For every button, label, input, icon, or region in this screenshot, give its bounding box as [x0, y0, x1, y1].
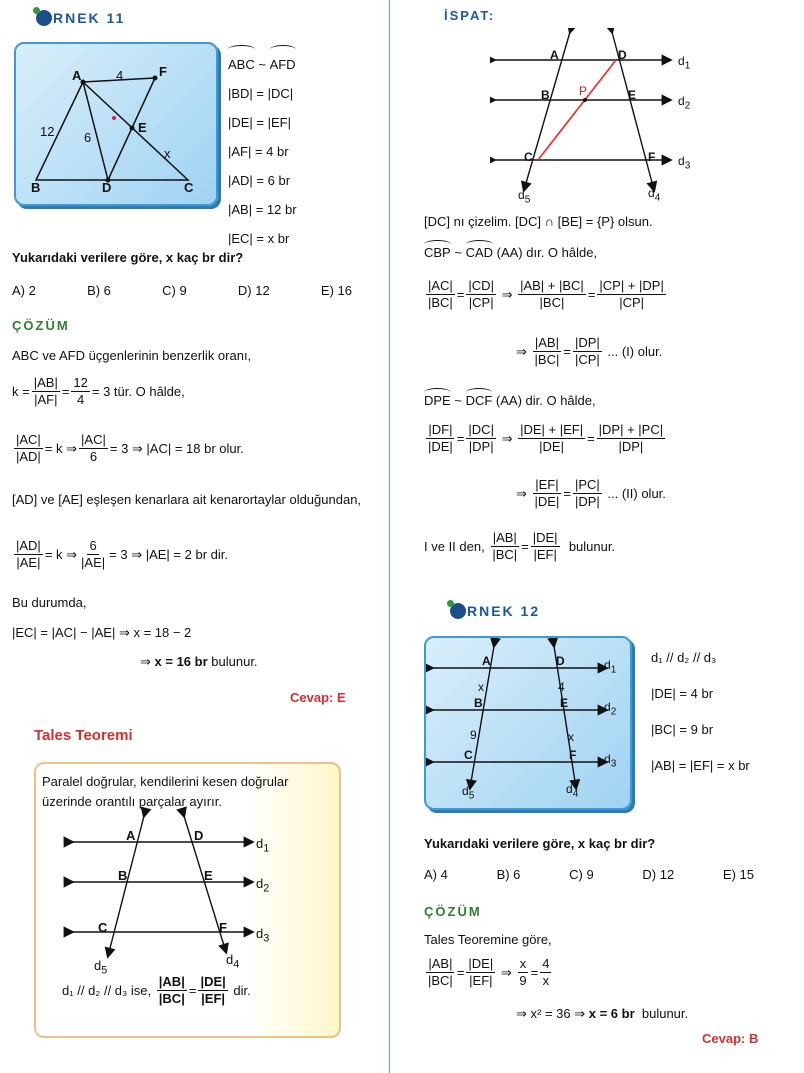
label-B: B — [31, 180, 41, 195]
f12-D: D — [556, 654, 565, 668]
given-6: |EC| = x br — [228, 231, 290, 246]
fraction: $\frac{x}{9}$ — [519, 956, 527, 988]
tales-d2: $d_2$ — [256, 876, 270, 895]
solution-line-3: $\frac{|AC|}{|AD|}$ = k ⇒ $\frac{|AC|}{6}$ = 3 ⇒ |AC| = 18 br olur. — [16, 432, 244, 464]
parallel-lines-figure — [426, 638, 630, 808]
fraction: $\frac{|AC|}{|AD|}$ — [16, 432, 41, 464]
fraction: $\frac{|DP|}{|CP|}$ — [574, 335, 600, 367]
side-4: 4 — [116, 68, 124, 83]
option-e: E) 16 — [320, 283, 352, 298]
options-11 — [12, 283, 352, 298]
solution-line-5: $\frac{|AD|}{|AE|}$ = k ⇒ $\frac{6}{|AE|}$ = 3 ⇒ |AE| = 2 br dir. — [16, 538, 228, 570]
option-d: D) 12 — [237, 283, 270, 298]
tales-statement: Paralel doğrular, kendilerini kesen doğrular üzerinde orantılı parçalar ayırır. — [42, 774, 289, 809]
label-C: C — [184, 180, 194, 195]
f12-C: C — [464, 748, 473, 762]
figure-1-box — [14, 42, 218, 206]
proof-line-1: [DC] nı çizelim. [DC] ∩ [BE] = {P} olsun. — [424, 214, 653, 229]
fraction: $\frac{|AB|}{|BC|}$ — [534, 335, 560, 367]
f12-d1: $d_1$ — [604, 658, 617, 676]
label-F: F — [159, 64, 167, 79]
f12-d5: $d_5$ — [462, 784, 475, 802]
f12-d2: $d_2$ — [604, 700, 617, 718]
proof-line-8: I ve II den, $\frac{|AB|}{|BC|}$ = $\frac{|DE|}{|EF|}$ bulunur. — [424, 530, 616, 562]
given-3: |AF| = 4 br — [228, 144, 289, 159]
f12-d4: $d_4$ — [566, 782, 579, 800]
tales-label-A: A — [126, 828, 136, 843]
fraction: $\frac{|DC|}{|DP|}$ — [468, 422, 494, 454]
given-5: |AB| = 12 br — [228, 202, 297, 217]
solution-line-8: ⇒ x = 16 br bulunur. — [140, 654, 258, 669]
tales-title: Tales Teoremi — [34, 727, 133, 744]
proof-label-D: D — [618, 48, 627, 62]
ornek-o-icon — [450, 603, 466, 619]
question-11: Yukarıdaki verilere göre, x kaç br dir? — [12, 250, 244, 265]
figure-12-box — [424, 636, 632, 810]
column-divider — [389, 0, 390, 1073]
fraction: $\frac{|CD|}{|CP|}$ — [468, 278, 494, 310]
answer-12: Cevap: B — [702, 1031, 759, 1046]
solution-line-7: |EC| = |AC| − |AE| ⇒ x = 18 − 2 — [12, 625, 192, 640]
given12-3: |BC| = 9 br — [651, 722, 714, 737]
fraction: $\frac{|AB| + |BC|}{|BC|}$ — [520, 278, 584, 310]
solution-line-1: ABC ve AFD üçgenlerinin benzerlik oranı, — [12, 348, 252, 363]
option-b: B) 6 — [496, 867, 521, 882]
fraction: $\frac{12}{4}$ — [73, 375, 88, 407]
f12-A: A — [482, 654, 491, 668]
proof-label-E: E — [628, 88, 637, 102]
tales-d5: $d_5$ — [94, 958, 108, 977]
proof-line-6: $\frac{|DF|}{|DE|}$ = $\frac{|DC|}{|DP|}$ ⇒ $\frac{|DE| + |EF|}{|DE|}$ = $\frac{|DP| + |PC|}{|DP|}$ — [428, 422, 664, 454]
fraction: $\frac{4}{x}$ — [542, 956, 550, 988]
given12-2: |DE| = 4 br — [651, 686, 714, 701]
proof-line-4: ⇒ $\frac{|AB|}{|BC|}$ = $\frac{|DP|}{|CP|}$ ... (I) olur. — [516, 335, 663, 367]
proof-label-A: A — [550, 48, 559, 62]
ispat-heading: İSPAT: — [444, 8, 496, 23]
given12-1: d₁ // d₂ // d₃ — [651, 650, 717, 665]
f12-E: E — [560, 696, 569, 710]
fraction: $\frac{|DE|}{|EF|}$ — [200, 974, 226, 1006]
proof-line-7: ⇒ $\frac{|EF|}{|DE|}$ = $\frac{|PC|}{|DP|}$ ... (II) olur. — [516, 477, 666, 509]
f12-9-BC: 9 — [470, 728, 477, 742]
proof-line-5: DPE ~ DCF (AA) dir. O hâlde, — [424, 393, 596, 408]
proof-d5: $d_5$ — [518, 188, 531, 206]
option-c: C) 9 — [162, 283, 187, 298]
option-e: E) 15 — [722, 867, 754, 882]
proof-label-P: P — [579, 84, 588, 98]
given-2: |DE| = |EF| — [228, 115, 291, 130]
fraction: $\frac{|AD|}{|AE|}$ — [16, 538, 41, 570]
tales-formula: d₁ // d₂ // d₃ ise, $\frac{|AB|}{|BC|}$ = $\frac{|DE|}{|EF|}$ dir. — [62, 974, 251, 1006]
example-11-heading: RNEK 11 — [36, 10, 125, 26]
proof-d3: $d_3$ — [678, 154, 691, 172]
fraction: $\frac{6}{|AE|}$ — [81, 538, 106, 570]
tales-d1: $d_1$ — [256, 836, 270, 855]
f12-B: B — [474, 696, 483, 710]
fraction: $\frac{|DP| + |PC|}{|DP|}$ — [598, 422, 664, 454]
label-E: E — [138, 120, 147, 135]
proof-d1: $d_1$ — [678, 54, 691, 72]
fraction: $\frac{|DE| + |EF|}{|DE|}$ — [520, 422, 584, 454]
question-12: Yukarıdaki verilere göre, x kaç br dir? — [424, 836, 656, 851]
sol12-line-3: ⇒ x² = 36 ⇒ x = 6 br bulunur. — [516, 1006, 689, 1021]
fraction: $\frac{|EF|}{|DE|}$ — [534, 477, 560, 509]
sol12-line-2: $\frac{|AB|}{|BC|}$ = $\frac{|DE|}{|EF|}$ ⇒ $\frac{x}{9}$ = $\frac{4}{x}$ — [428, 956, 550, 988]
fraction: $\frac{|AB|}{|AF|}$ — [33, 375, 58, 407]
tales-label-C: C — [98, 920, 108, 935]
given-1: |BD| = |DC| — [228, 86, 294, 101]
answer-11: Cevap: E — [290, 690, 346, 705]
side-12: 12 — [40, 124, 55, 139]
cozum-heading: ÇÖZÜM — [12, 318, 70, 333]
fraction: $\frac{|DF|}{|DE|}$ — [428, 422, 453, 454]
side-x: x — [164, 146, 171, 161]
tales-d3: $d_3$ — [256, 926, 270, 945]
cozum-heading-12: ÇÖZÜM — [424, 904, 482, 919]
tales-box — [34, 762, 341, 1038]
proof-label-B: B — [541, 88, 550, 102]
f12-F: F — [569, 748, 577, 762]
tales-label-D: D — [194, 828, 204, 843]
side-6: 6 — [84, 130, 92, 145]
f12-x-AB: x — [478, 680, 484, 694]
tales-label-E: E — [204, 868, 213, 883]
f12-4-DE: 4 — [558, 680, 565, 694]
label-D: D — [102, 180, 112, 195]
proof-d4: $d_4$ — [648, 186, 661, 204]
f12-d3: $d_3$ — [604, 752, 617, 770]
proof-line-2: CBP ~ CAD (AA) dır. O hâlde, — [424, 245, 598, 260]
fraction: $\frac{|DE|}{|EF|}$ — [532, 530, 558, 562]
proof-line-3: $\frac{|AC|}{|BC|}$ = $\frac{|CD|}{|CP|}$ ⇒ $\frac{|AB| + |BC|}{|BC|}$ = $\frac{|CP| + |DP|}{|CP|}$ — [428, 278, 664, 310]
given-similarity: ABC ~ AFD — [228, 50, 297, 79]
option-b: B) 6 — [87, 283, 111, 298]
solution-line-6: Bu durumda, — [12, 595, 87, 610]
option-d: D) 12 — [642, 867, 675, 882]
proof-d2: $d_2$ — [678, 94, 691, 112]
label-A: A — [72, 68, 82, 83]
fraction: $\frac{|AC|}{6}$ — [81, 432, 106, 464]
option-a: A) 2 — [12, 283, 36, 298]
proof-label-F: F — [648, 150, 656, 164]
options-12 — [424, 867, 754, 882]
fraction: $\frac{|PC|}{|DP|}$ — [574, 477, 600, 509]
fraction: $\frac{|AB|}{|BC|}$ — [158, 974, 185, 1006]
fraction: $\frac{|DE|}{|EF|}$ — [468, 956, 494, 988]
givens12-list — [651, 640, 750, 784]
fraction: $\frac{|AC|}{|BC|}$ — [428, 278, 453, 310]
proof-label-C: C — [524, 150, 533, 164]
option-a: A) 4 — [424, 867, 448, 882]
tales-label-F: F — [219, 920, 227, 935]
option-c: C) 9 — [569, 867, 594, 882]
solution-line-4: [AD] ve [AE] eşleşen kenarlara ait kenarortaylar olduğundan, — [12, 492, 362, 507]
solution-line-2: k = $\frac{|AB|}{|AF|}$ = $\frac{12}{4}$ = 3 tür. O hâlde, — [12, 375, 185, 407]
sol12-line-1: Tales Teoremine göre, — [424, 932, 552, 947]
f12-x-EF: x — [568, 730, 574, 744]
proof-figure — [490, 28, 700, 206]
givens-list — [228, 50, 297, 253]
fraction: $\frac{|CP| + |DP|}{|CP|}$ — [599, 278, 664, 310]
tales-d4: $d_4$ — [226, 952, 240, 971]
ornek-o-icon — [36, 10, 52, 26]
given-4: |AD| = 6 br — [228, 173, 291, 188]
example-12-heading: RNEK 12 — [450, 603, 540, 619]
tales-label-B: B — [118, 868, 128, 883]
fraction: $\frac{|AB|}{|BC|}$ — [492, 530, 518, 562]
given12-4: |AB| = |EF| = x br — [651, 758, 750, 773]
fraction: $\frac{|AB|}{|BC|}$ — [428, 956, 453, 988]
